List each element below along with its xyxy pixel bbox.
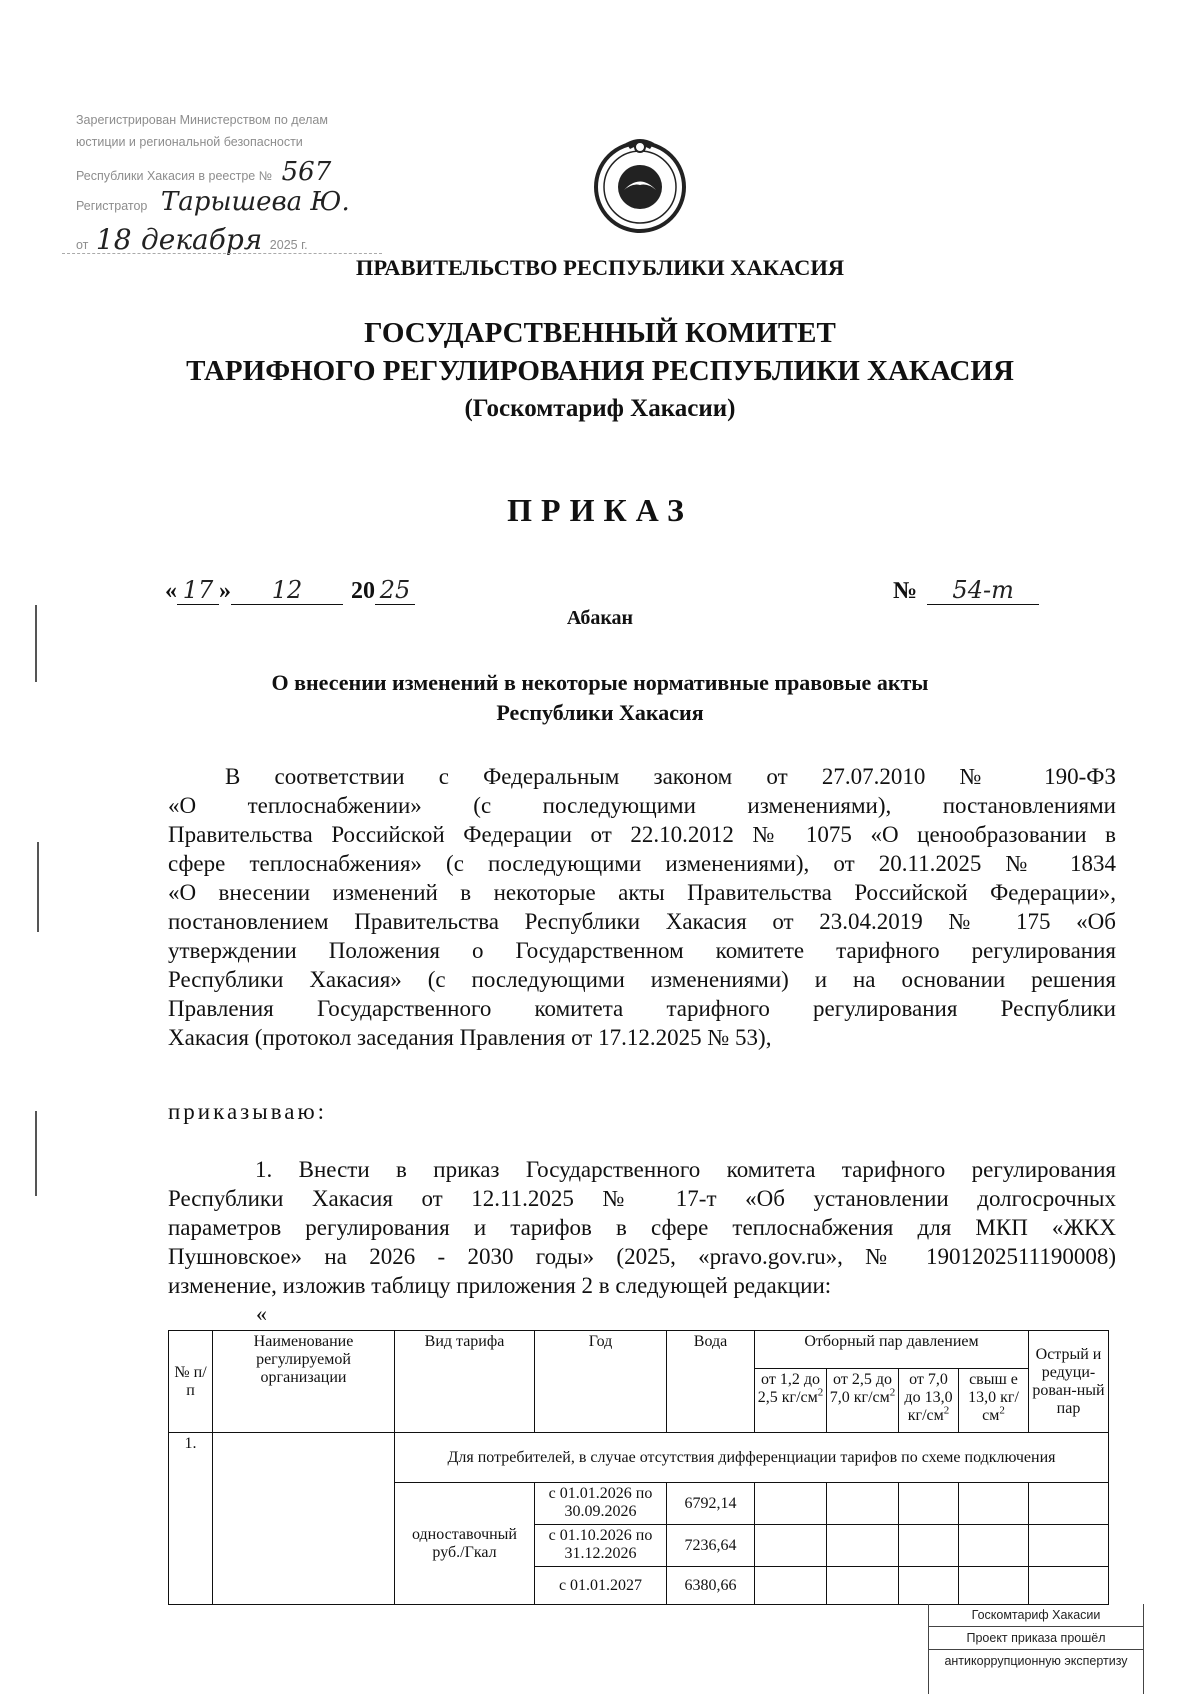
reg-stamp-line: юстиции и региональной безопасности [76, 135, 303, 149]
reg-stamp-registry-label: Республики Хакасия в реестре № [76, 169, 273, 183]
reg-stamp-line: Зарегистрирован Министерством по делам [76, 113, 328, 127]
preamble-line: «О теплоснабжении» (с последующими изменениями), постановлениями [168, 793, 1116, 818]
empty-cell [755, 1483, 827, 1525]
period-cell: с 01.01.2027 [535, 1567, 667, 1605]
order-title-line1: О внесении изменений в некоторые нормативные правовые акты [271, 670, 929, 695]
order-title-line2: Республики Хакасия [496, 700, 704, 725]
table-header-row [169, 1331, 1109, 1369]
preamble-line: Правления Государственного комитета тарифного регулирования Республики [168, 996, 1116, 1021]
water-value-cell: 7236,64 [667, 1525, 755, 1567]
reg-stamp-divider [62, 253, 382, 254]
header-num: № п/п [169, 1331, 213, 1433]
order-date-year-suffix: 25 [375, 576, 415, 605]
empty-cell [755, 1525, 827, 1567]
approval-stamp-line: антикоррупционную экспертизу [929, 1649, 1143, 1672]
header-org: Наименование регулируемой организации [213, 1331, 395, 1433]
registrar-label: Регистратор [76, 199, 148, 213]
clause-line: Республики Хакасия от 12.11.2025 № 17-т «Об установлении долгосрочных [168, 1186, 1116, 1211]
empty-cell [959, 1483, 1029, 1525]
empty-cell [827, 1567, 899, 1605]
clause-line: изменение, изложив таблицу приложения 2 в следующей редакции: [168, 1273, 832, 1298]
reg-stamp-line [76, 157, 331, 187]
committee-short-name: (Госкомтариф Хакасии) [464, 395, 736, 422]
reg-date-day: 18 [95, 223, 132, 256]
empty-cell [1029, 1567, 1109, 1605]
empty-cell [827, 1525, 899, 1567]
reg-stamp-line [76, 187, 350, 217]
coat-of-arms-icon [590, 135, 690, 235]
registrar-signature: Тарышева Ю. [160, 187, 350, 217]
registration-stamp [62, 95, 392, 275]
binding-mark [35, 605, 37, 682]
consumers-note: Для потребителей, в случае отсутствия дифференциации тарифов по схеме подключения [395, 1433, 1109, 1483]
preamble-line: Республики Хакасия» (с последующими изменениями) и на основании решения [168, 967, 1116, 992]
clause-line: Пушновское» на 2026 - 2030 годы» (2025, «pravo.gov.ru», № 1901202511190008) [168, 1244, 1116, 1269]
approval-stamp-line: Госкомтариф Хакасии [971, 1608, 1101, 1622]
government-title: ПРАВИТЕЛЬСТВО РЕСПУБЛИКИ ХАКАСИЯ [355, 255, 845, 280]
quote-open: « [256, 1301, 267, 1326]
preamble-line: утверждении Положения о Государственном комитете тарифного регулирования [168, 938, 1116, 963]
preamble-line: Правительства Российской Федерации от 22.10.2012 № 1075 «О ценообразовании в [168, 822, 1116, 847]
table-row [169, 1433, 1109, 1483]
tariff-type-cell: одноставочный руб./Гкал [395, 1483, 535, 1605]
committee-title-line2: ТАРИФНОГО РЕГУЛИРОВАНИЯ РЕСПУБЛИКИ ХАКАСИЯ [186, 355, 1014, 387]
document-type: ПРИКАЗ [507, 492, 693, 528]
period-cell: с 01.10.2026 по 31.12.2026 [535, 1525, 667, 1567]
clause-line: параметров регулирования и тарифов в сфере теплоснабжения для МКП «ЖКХ [168, 1215, 1116, 1240]
preamble-line: постановлением Правительства Республики Хакасия от 23.04.2019 № 175 «Об [168, 909, 1116, 934]
header-tariff-type: Вид тарифа [395, 1331, 535, 1433]
row-org [213, 1433, 395, 1605]
period-cell: с 01.01.2026 по 30.09.2026 [535, 1483, 667, 1525]
approval-stamp-line: Проект приказа прошёл [929, 1626, 1143, 1649]
reg-date-month: декабря [141, 223, 263, 256]
committee-title-line1: ГОСУДАРСТВЕННЫЙ КОМИТЕТ [364, 317, 836, 349]
empty-cell [1029, 1483, 1109, 1525]
reg-date-year: 2025 г. [269, 238, 308, 252]
empty-cell [755, 1567, 827, 1605]
reg-stamp-line [76, 223, 308, 256]
header-sharp-steam: Острый и редуци-рован-ный пар [1029, 1331, 1109, 1433]
header-steam-4: свыш е 13,0 $кг/см^2$ [959, 1369, 1029, 1433]
order-word: приказываю: [168, 1099, 328, 1124]
reg-number: 567 [281, 157, 332, 187]
header-water: Вода [667, 1331, 755, 1433]
header-steam-1: от 1,2 до 2,5 $кг/см^2$ [755, 1369, 827, 1433]
empty-cell [899, 1567, 959, 1605]
empty-cell [827, 1483, 899, 1525]
empty-cell [1029, 1525, 1109, 1567]
reg-date-prefix: от [76, 238, 89, 252]
city: Абакан [566, 607, 634, 629]
binding-mark [37, 842, 39, 932]
empty-cell [899, 1525, 959, 1567]
header-steam-2: от 2,5 до 7,0 $кг/см^2$ [827, 1369, 899, 1433]
header-year: Год [535, 1331, 667, 1433]
header-steam-group: Отборный пар давлением [755, 1331, 1029, 1369]
empty-cell [959, 1567, 1029, 1605]
empty-cell [959, 1525, 1029, 1567]
preamble-line: сфере теплоснабжения» (с последующими изменениями), от 20.11.2025 № 1834 [168, 851, 1116, 876]
order-date-day: 17 [177, 576, 219, 605]
anticorruption-stamp [928, 1604, 1144, 1694]
preamble-line: В соответствии с Федеральным законом от 27.07.2010 № 190-ФЗ [225, 764, 1116, 789]
preamble-line: «О внесении изменений в некоторые акты Правительства Российской Федерации», [168, 880, 1116, 905]
header-steam-3: от 7,0 до 13,0 $кг/см^2$ [899, 1369, 959, 1433]
preamble-line: Хакасия (протокол заседания Правления от 17.12.2025 № 53), [168, 1025, 772, 1050]
tariff-table [168, 1330, 1109, 1605]
row-num: 1. [169, 1433, 213, 1605]
water-value-cell: 6792,14 [667, 1483, 755, 1525]
empty-cell [899, 1483, 959, 1525]
order-number-value: 54-т [927, 576, 1039, 605]
order-date: « 17 » 12 20 25 [165, 576, 415, 605]
binding-mark [35, 1111, 37, 1196]
order-number-label: № [893, 578, 918, 604]
clause-line: 1. Внести в приказ Государственного комитета тарифного регулирования [255, 1157, 1116, 1182]
order-number [893, 576, 1039, 605]
water-value-cell: 6380,66 [667, 1567, 755, 1605]
order-date-year-prefix: 20 [351, 578, 375, 604]
order-date-month: 12 [231, 576, 343, 605]
